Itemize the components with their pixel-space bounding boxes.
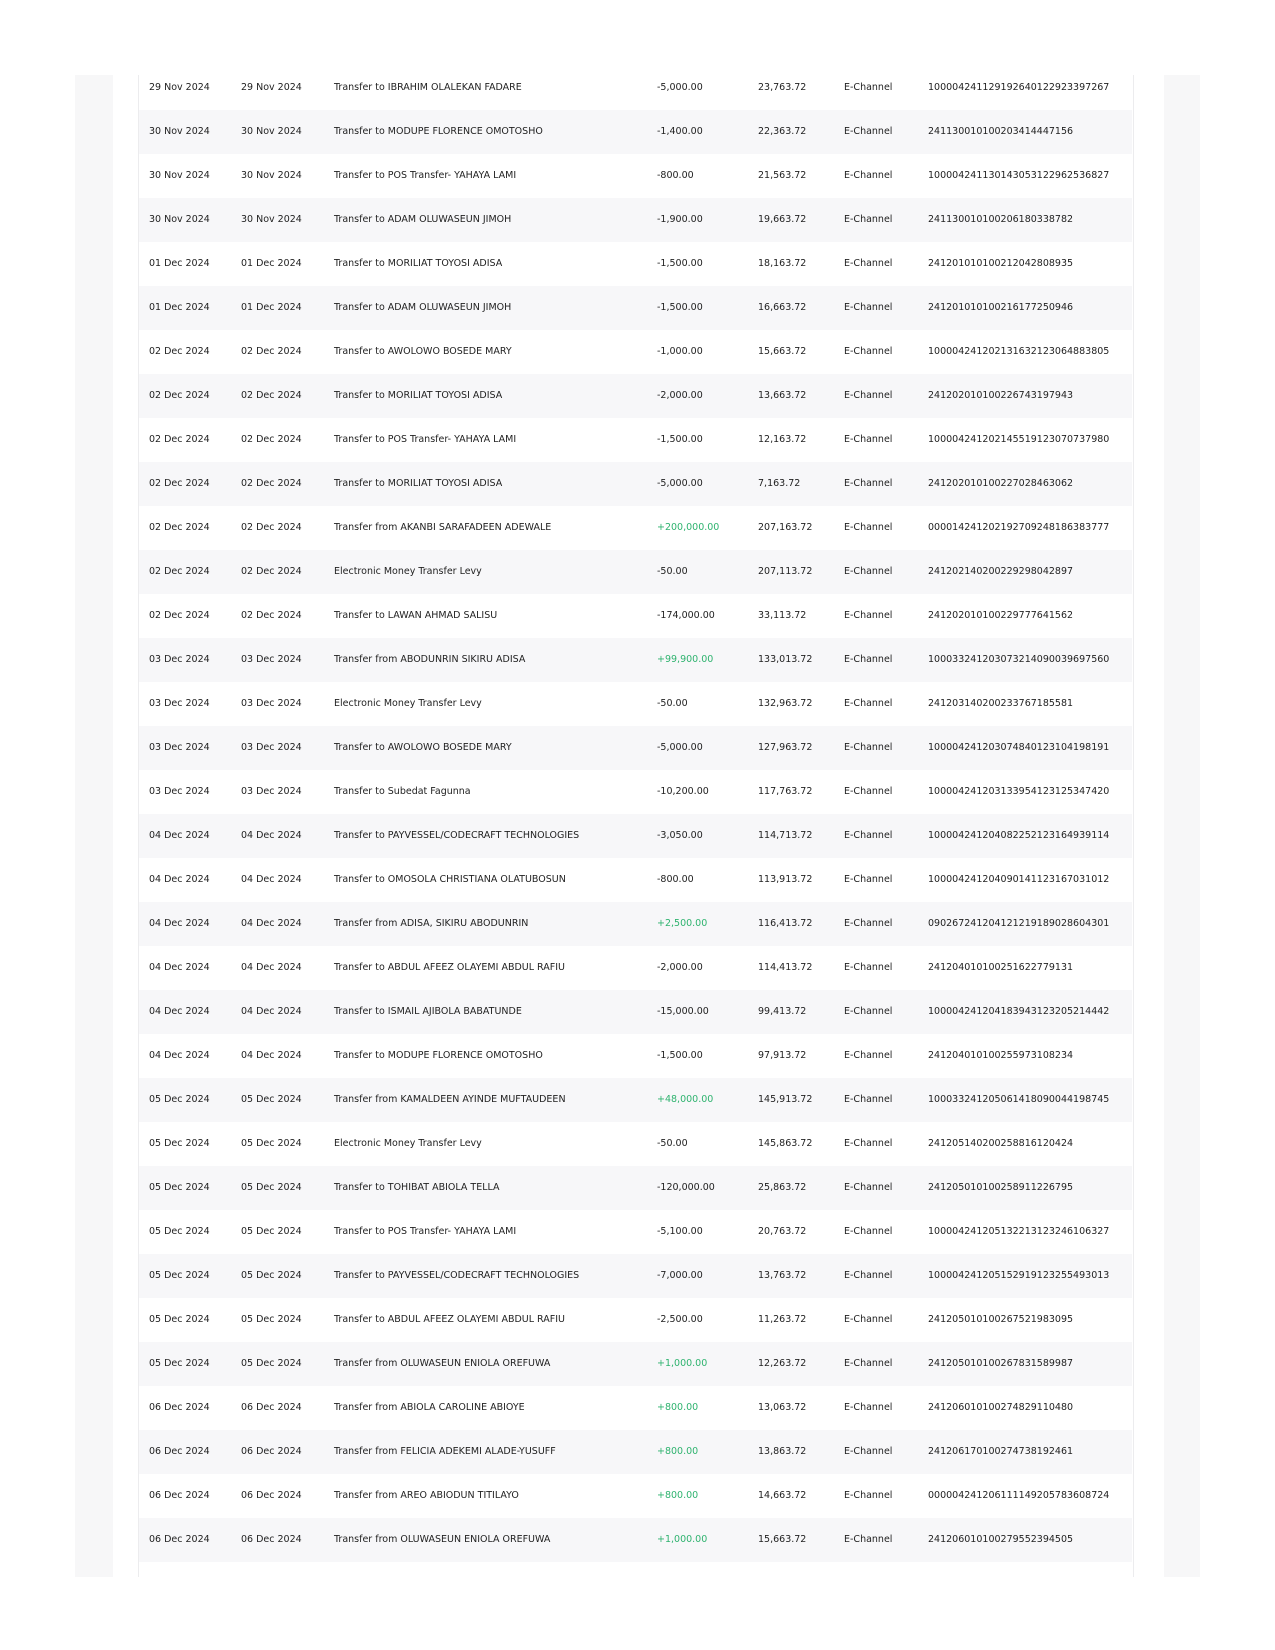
transaction-description: Transfer from AKANBI SARAFADEEN ADEWALE <box>334 522 552 533</box>
transaction-amount: -1,500.00 <box>657 258 703 269</box>
transaction-amount: -1,400.00 <box>657 126 703 137</box>
value-date: 04 Dec 2024 <box>241 962 302 973</box>
value-date: 05 Dec 2024 <box>241 1314 302 1325</box>
table-row <box>139 1254 1132 1298</box>
transaction-amount: -174,000.00 <box>657 610 715 621</box>
transaction-amount: +800.00 <box>657 1446 699 1457</box>
value-date: 01 Dec 2024 <box>241 258 302 269</box>
table-row <box>139 1122 1132 1166</box>
running-balance: 12,163.72 <box>758 434 807 445</box>
transaction-reference: 100004241203133954123125347420 <box>928 786 1110 797</box>
value-date: 04 Dec 2024 <box>241 874 302 885</box>
transaction-amount: -2,000.00 <box>657 962 703 973</box>
running-balance: 12,263.72 <box>758 1358 807 1369</box>
transaction-amount: -2,000.00 <box>657 390 703 401</box>
transaction-channel: E-Channel <box>844 1094 893 1105</box>
table-row <box>139 638 1132 682</box>
table-row <box>139 902 1132 946</box>
transaction-description: Transfer from FELICIA ADEKEMI ALADE-YUSUFF <box>334 1446 556 1457</box>
transaction-date: 03 Dec 2024 <box>149 786 210 797</box>
transaction-reference: 241202010100229777641562 <box>928 610 1074 621</box>
transaction-amount: +2,500.00 <box>657 918 708 929</box>
transaction-date: 02 Dec 2024 <box>149 522 210 533</box>
transaction-amount: -15,000.00 <box>657 1006 709 1017</box>
transaction-reference: 241202140200229298042897 <box>928 566 1074 577</box>
table-row <box>139 374 1132 418</box>
transaction-reference: 241130010100203414447156 <box>928 126 1074 137</box>
running-balance: 13,763.72 <box>758 1270 807 1281</box>
transaction-description: Transfer to Subedat Fagunna <box>334 786 471 797</box>
table-row <box>139 242 1132 286</box>
transaction-date: 29 Nov 2024 <box>149 82 210 93</box>
transaction-date: 03 Dec 2024 <box>149 742 210 753</box>
running-balance: 23,763.72 <box>758 82 807 93</box>
transaction-amount: -2,500.00 <box>657 1314 703 1325</box>
table-row <box>139 286 1132 330</box>
transaction-description: Transfer to MORILIAT TOYOSI ADISA <box>334 478 503 489</box>
transaction-channel: E-Channel <box>844 1182 893 1193</box>
table-row <box>139 946 1132 990</box>
transaction-channel: E-Channel <box>844 1006 893 1017</box>
running-balance: 14,663.72 <box>758 1490 807 1501</box>
running-balance: 15,663.72 <box>758 1534 807 1545</box>
transaction-reference: 100004241130143053122962536827 <box>928 170 1110 181</box>
transaction-description: Transfer to OMOSOLA CHRISTIANA OLATUBOSUN <box>334 874 566 885</box>
transaction-channel: E-Channel <box>844 82 893 93</box>
transaction-date: 06 Dec 2024 <box>149 1402 210 1413</box>
transaction-description: Transfer to MODUPE FLORENCE OMOTOSHO <box>334 1050 543 1061</box>
running-balance: 13,663.72 <box>758 390 807 401</box>
table-row <box>139 110 1132 154</box>
transaction-date: 04 Dec 2024 <box>149 1050 210 1061</box>
transaction-amount: -1,500.00 <box>657 434 703 445</box>
value-date: 06 Dec 2024 <box>241 1534 302 1545</box>
running-balance: 18,163.72 <box>758 258 807 269</box>
transaction-channel: E-Channel <box>844 302 893 313</box>
transaction-date: 04 Dec 2024 <box>149 918 210 929</box>
running-balance: 133,013.72 <box>758 654 813 665</box>
value-date: 02 Dec 2024 <box>241 478 302 489</box>
transaction-channel: E-Channel <box>844 610 893 621</box>
transaction-reference: 241202010100226743197943 <box>928 390 1074 401</box>
running-balance: 33,113.72 <box>758 610 807 621</box>
table-row <box>139 770 1132 814</box>
running-balance: 15,663.72 <box>758 346 807 357</box>
transaction-channel: E-Channel <box>844 390 893 401</box>
transaction-channel: E-Channel <box>844 1490 893 1501</box>
transaction-date: 05 Dec 2024 <box>149 1182 210 1193</box>
table-row <box>139 990 1132 1034</box>
value-date: 05 Dec 2024 <box>241 1270 302 1281</box>
transaction-date: 02 Dec 2024 <box>149 610 210 621</box>
transaction-amount: -10,200.00 <box>657 786 709 797</box>
transaction-channel: E-Channel <box>844 830 893 841</box>
transaction-amount: -5,000.00 <box>657 478 703 489</box>
value-date: 03 Dec 2024 <box>241 698 302 709</box>
table-row <box>139 1034 1132 1078</box>
transaction-date: 05 Dec 2024 <box>149 1094 210 1105</box>
transaction-date: 05 Dec 2024 <box>149 1358 210 1369</box>
transaction-reference: 100004241205132213123246106327 <box>928 1226 1110 1237</box>
running-balance: 22,363.72 <box>758 126 807 137</box>
transaction-reference: 100033241203073214090039697560 <box>928 654 1110 665</box>
transaction-channel: E-Channel <box>844 1534 893 1545</box>
transaction-reference: 241206010100274829110480 <box>928 1402 1074 1413</box>
transaction-description: Transfer to ISMAIL AJIBOLA BABATUNDE <box>334 1006 522 1017</box>
transaction-description: Transfer from OLUWASEUN ENIOLA OREFUWA <box>334 1358 551 1369</box>
value-date: 02 Dec 2024 <box>241 610 302 621</box>
transaction-date: 05 Dec 2024 <box>149 1270 210 1281</box>
transaction-description: Transfer to ABDUL AFEEZ OLAYEMI ABDUL RAFIU <box>334 962 565 973</box>
transaction-amount: +800.00 <box>657 1490 699 1501</box>
transaction-channel: E-Channel <box>844 786 893 797</box>
transaction-reference: 100004241202145519123070737980 <box>928 434 1110 445</box>
transaction-date: 06 Dec 2024 <box>149 1490 210 1501</box>
transaction-date: 05 Dec 2024 <box>149 1138 210 1149</box>
running-balance: 25,863.72 <box>758 1182 807 1193</box>
transaction-date: 30 Nov 2024 <box>149 214 210 225</box>
transaction-description: Transfer from ABODUNRIN SIKIRU ADISA <box>334 654 526 665</box>
transaction-reference: 090267241204121219189028604301 <box>928 918 1110 929</box>
running-balance: 117,763.72 <box>758 786 813 797</box>
value-date: 04 Dec 2024 <box>241 918 302 929</box>
value-date: 30 Nov 2024 <box>241 214 302 225</box>
transaction-reference: 241201010100216177250946 <box>928 302 1074 313</box>
running-balance: 114,713.72 <box>758 830 813 841</box>
transaction-description: Electronic Money Transfer Levy <box>334 698 482 709</box>
transaction-date: 04 Dec 2024 <box>149 830 210 841</box>
transaction-amount: +99,900.00 <box>657 654 714 665</box>
transaction-amount: +200,000.00 <box>657 522 720 533</box>
transaction-channel: E-Channel <box>844 346 893 357</box>
page-margin-left <box>75 75 113 1577</box>
transaction-date: 03 Dec 2024 <box>149 654 210 665</box>
transaction-reference: 100004241204090141123167031012 <box>928 874 1110 885</box>
table-row <box>139 1474 1132 1518</box>
transaction-reference: 241201010100212042808935 <box>928 258 1074 269</box>
value-date: 06 Dec 2024 <box>241 1446 302 1457</box>
transaction-channel: E-Channel <box>844 654 893 665</box>
transaction-date: 01 Dec 2024 <box>149 258 210 269</box>
transaction-amount: -5,000.00 <box>657 82 703 93</box>
table-row <box>139 198 1132 242</box>
running-balance: 20,763.72 <box>758 1226 807 1237</box>
value-date: 02 Dec 2024 <box>241 522 302 533</box>
transaction-channel: E-Channel <box>844 258 893 269</box>
transaction-description: Electronic Money Transfer Levy <box>334 1138 482 1149</box>
running-balance: 13,063.72 <box>758 1402 807 1413</box>
value-date: 02 Dec 2024 <box>241 346 302 357</box>
transaction-description: Transfer from KAMALDEEN AYINDE MUFTAUDEEN <box>334 1094 566 1105</box>
transaction-date: 04 Dec 2024 <box>149 1006 210 1017</box>
transaction-channel: E-Channel <box>844 1358 893 1369</box>
transaction-amount: -120,000.00 <box>657 1182 715 1193</box>
transaction-date: 05 Dec 2024 <box>149 1314 210 1325</box>
running-balance: 114,413.72 <box>758 962 813 973</box>
transaction-channel: E-Channel <box>844 698 893 709</box>
transaction-description: Transfer to POS Transfer- YAHAYA LAMI <box>334 170 517 181</box>
running-balance: 99,413.72 <box>758 1006 807 1017</box>
transaction-description: Transfer from AREO ABIODUN TITILAYO <box>334 1490 519 1501</box>
transaction-amount: -1,900.00 <box>657 214 703 225</box>
transaction-channel: E-Channel <box>844 214 893 225</box>
running-balance: 132,963.72 <box>758 698 813 709</box>
running-balance: 113,913.72 <box>758 874 813 885</box>
value-date: 06 Dec 2024 <box>241 1402 302 1413</box>
running-balance: 127,963.72 <box>758 742 813 753</box>
transaction-reference: 100004241204082252123164939114 <box>928 830 1110 841</box>
running-balance: 207,163.72 <box>758 522 813 533</box>
transaction-reference: 100004241203074840123104198191 <box>928 742 1110 753</box>
table-row <box>139 814 1132 858</box>
value-date: 05 Dec 2024 <box>241 1226 302 1237</box>
transaction-channel: E-Channel <box>844 1270 893 1281</box>
transaction-reference: 241205010100258911226795 <box>928 1182 1074 1193</box>
transaction-amount: -50.00 <box>657 698 688 709</box>
transaction-reference: 000014241202192709248186383777 <box>928 522 1110 533</box>
transaction-date: 06 Dec 2024 <box>149 1446 210 1457</box>
transaction-channel: E-Channel <box>844 170 893 181</box>
table-row <box>139 1166 1132 1210</box>
value-date: 29 Nov 2024 <box>241 82 302 93</box>
transaction-description: Transfer to MORILIAT TOYOSI ADISA <box>334 390 503 401</box>
transaction-reference: 100004241204183943123205214442 <box>928 1006 1110 1017</box>
value-date: 06 Dec 2024 <box>241 1490 302 1501</box>
transaction-channel: E-Channel <box>844 1050 893 1061</box>
transaction-description: Transfer from ADISA, SIKIRU ABODUNRIN <box>334 918 529 929</box>
value-date: 04 Dec 2024 <box>241 830 302 841</box>
value-date: 05 Dec 2024 <box>241 1094 302 1105</box>
transaction-reference: 241204010100255973108234 <box>928 1050 1074 1061</box>
transaction-amount: -3,050.00 <box>657 830 703 841</box>
transaction-reference: 241202010100227028463062 <box>928 478 1074 489</box>
transaction-channel: E-Channel <box>844 1446 893 1457</box>
transaction-description: Transfer to PAYVESSEL/CODECRAFT TECHNOLOGIES <box>334 1270 580 1281</box>
running-balance: 21,563.72 <box>758 170 807 181</box>
transaction-reference: 241204010100251622779131 <box>928 962 1074 973</box>
value-date: 05 Dec 2024 <box>241 1138 302 1149</box>
transaction-amount: +1,000.00 <box>657 1358 708 1369</box>
value-date: 05 Dec 2024 <box>241 1358 302 1369</box>
running-balance: 16,663.72 <box>758 302 807 313</box>
transaction-channel: E-Channel <box>844 478 893 489</box>
transaction-reference: 241205140200258816120424 <box>928 1138 1074 1149</box>
table-row <box>139 1518 1132 1562</box>
transaction-date: 06 Dec 2024 <box>149 1534 210 1545</box>
table-row <box>139 1078 1132 1122</box>
transaction-date: 30 Nov 2024 <box>149 170 210 181</box>
table-row <box>139 594 1132 638</box>
transaction-description: Transfer to ABDUL AFEEZ OLAYEMI ABDUL RAFIU <box>334 1314 565 1325</box>
transaction-date: 05 Dec 2024 <box>149 1226 210 1237</box>
transaction-reference: 100004241129192640122923397267 <box>928 82 1110 93</box>
transaction-amount: -1,500.00 <box>657 302 703 313</box>
transaction-channel: E-Channel <box>844 1402 893 1413</box>
transaction-reference: 241205010100267831589987 <box>928 1358 1074 1369</box>
transaction-amount: -7,000.00 <box>657 1270 703 1281</box>
transaction-channel: E-Channel <box>844 874 893 885</box>
transaction-reference: 241203140200233767185581 <box>928 698 1074 709</box>
transaction-date: 04 Dec 2024 <box>149 874 210 885</box>
transaction-amount: +1,000.00 <box>657 1534 708 1545</box>
transaction-date: 02 Dec 2024 <box>149 390 210 401</box>
transaction-description: Transfer to TOHIBAT ABIOLA TELLA <box>334 1182 500 1193</box>
value-date: 30 Nov 2024 <box>241 126 302 137</box>
transaction-description: Transfer to MODUPE FLORENCE OMOTOSHO <box>334 126 543 137</box>
transaction-amount: -50.00 <box>657 1138 688 1149</box>
running-balance: 145,863.72 <box>758 1138 813 1149</box>
value-date: 02 Dec 2024 <box>241 434 302 445</box>
transaction-description: Transfer to AWOLOWO BOSEDE MARY <box>334 346 512 357</box>
value-date: 04 Dec 2024 <box>241 1006 302 1017</box>
value-date: 30 Nov 2024 <box>241 170 302 181</box>
transaction-amount: -1,500.00 <box>657 1050 703 1061</box>
running-balance: 145,913.72 <box>758 1094 813 1105</box>
value-date: 01 Dec 2024 <box>241 302 302 313</box>
value-date: 03 Dec 2024 <box>241 742 302 753</box>
transaction-amount: -800.00 <box>657 170 694 181</box>
running-balance: 11,263.72 <box>758 1314 807 1325</box>
table-row <box>139 726 1132 770</box>
transaction-description: Transfer to POS Transfer- YAHAYA LAMI <box>334 434 517 445</box>
value-date: 04 Dec 2024 <box>241 1050 302 1061</box>
table-row <box>139 1386 1132 1430</box>
transaction-table <box>139 66 1132 1562</box>
transaction-date: 02 Dec 2024 <box>149 434 210 445</box>
value-date: 03 Dec 2024 <box>241 654 302 665</box>
transaction-amount: +800.00 <box>657 1402 699 1413</box>
transaction-date: 02 Dec 2024 <box>149 346 210 357</box>
transaction-description: Transfer from ABIOLA CAROLINE ABIOYE <box>334 1402 525 1413</box>
transaction-channel: E-Channel <box>844 1138 893 1149</box>
transaction-description: Transfer to IBRAHIM OLALEKAN FADARE <box>334 82 522 93</box>
transaction-reference: 241130010100206180338782 <box>928 214 1074 225</box>
table-row <box>139 1430 1132 1474</box>
transaction-date: 01 Dec 2024 <box>149 302 210 313</box>
transaction-reference: 000004241206111149205783608724 <box>928 1490 1110 1501</box>
transaction-reference: 100004241202131632123064883805 <box>928 346 1110 357</box>
transaction-date: 04 Dec 2024 <box>149 962 210 973</box>
transaction-date: 03 Dec 2024 <box>149 698 210 709</box>
value-date: 05 Dec 2024 <box>241 1182 302 1193</box>
transaction-description: Transfer to LAWAN AHMAD SALISU <box>334 610 498 621</box>
running-balance: 7,163.72 <box>758 478 801 489</box>
table-row <box>139 506 1132 550</box>
table-row <box>139 330 1132 374</box>
table-row <box>139 154 1132 198</box>
transaction-amount: -800.00 <box>657 874 694 885</box>
transaction-channel: E-Channel <box>844 522 893 533</box>
table-row <box>139 550 1132 594</box>
transaction-reference: 241206010100279552394505 <box>928 1534 1074 1545</box>
transaction-description: Transfer to POS Transfer- YAHAYA LAMI <box>334 1226 517 1237</box>
transaction-description: Electronic Money Transfer Levy <box>334 566 482 577</box>
table-row <box>139 682 1132 726</box>
transaction-channel: E-Channel <box>844 742 893 753</box>
table-row <box>139 66 1132 110</box>
transaction-amount: -5,100.00 <box>657 1226 703 1237</box>
transaction-amount: +48,000.00 <box>657 1094 714 1105</box>
transaction-channel: E-Channel <box>844 1226 893 1237</box>
transaction-description: Transfer to AWOLOWO BOSEDE MARY <box>334 742 512 753</box>
table-row <box>139 1298 1132 1342</box>
transaction-reference: 241205010100267521983095 <box>928 1314 1074 1325</box>
transaction-channel: E-Channel <box>844 918 893 929</box>
running-balance: 19,663.72 <box>758 214 807 225</box>
running-balance: 207,113.72 <box>758 566 813 577</box>
transaction-amount: -1,000.00 <box>657 346 703 357</box>
transaction-reference: 100004241205152919123255493013 <box>928 1270 1110 1281</box>
table-row <box>139 418 1132 462</box>
transaction-channel: E-Channel <box>844 434 893 445</box>
transaction-description: Transfer from OLUWASEUN ENIOLA OREFUWA <box>334 1534 551 1545</box>
page-margin-right <box>1164 75 1200 1577</box>
running-balance: 116,413.72 <box>758 918 813 929</box>
running-balance: 97,913.72 <box>758 1050 807 1061</box>
transaction-reference: 100033241205061418090044198745 <box>928 1094 1110 1105</box>
transaction-channel: E-Channel <box>844 1314 893 1325</box>
transaction-channel: E-Channel <box>844 566 893 577</box>
table-row <box>139 462 1132 506</box>
table-row <box>139 1342 1132 1386</box>
table-row <box>139 858 1132 902</box>
transaction-date: 30 Nov 2024 <box>149 126 210 137</box>
transaction-channel: E-Channel <box>844 962 893 973</box>
value-date: 03 Dec 2024 <box>241 786 302 797</box>
value-date: 02 Dec 2024 <box>241 566 302 577</box>
transaction-amount: -5,000.00 <box>657 742 703 753</box>
transaction-description: Transfer to MORILIAT TOYOSI ADISA <box>334 258 503 269</box>
transaction-channel: E-Channel <box>844 126 893 137</box>
transaction-description: Transfer to ADAM OLUWASEUN JIMOH <box>334 302 512 313</box>
running-balance: 13,863.72 <box>758 1446 807 1457</box>
transaction-amount: -50.00 <box>657 566 688 577</box>
value-date: 02 Dec 2024 <box>241 390 302 401</box>
transaction-reference: 241206170100274738192461 <box>928 1446 1074 1457</box>
transaction-description: Transfer to PAYVESSEL/CODECRAFT TECHNOLOGIES <box>334 830 580 841</box>
transaction-date: 02 Dec 2024 <box>149 478 210 489</box>
transaction-date: 02 Dec 2024 <box>149 566 210 577</box>
transaction-description: Transfer to ADAM OLUWASEUN JIMOH <box>334 214 512 225</box>
table-row <box>139 1210 1132 1254</box>
